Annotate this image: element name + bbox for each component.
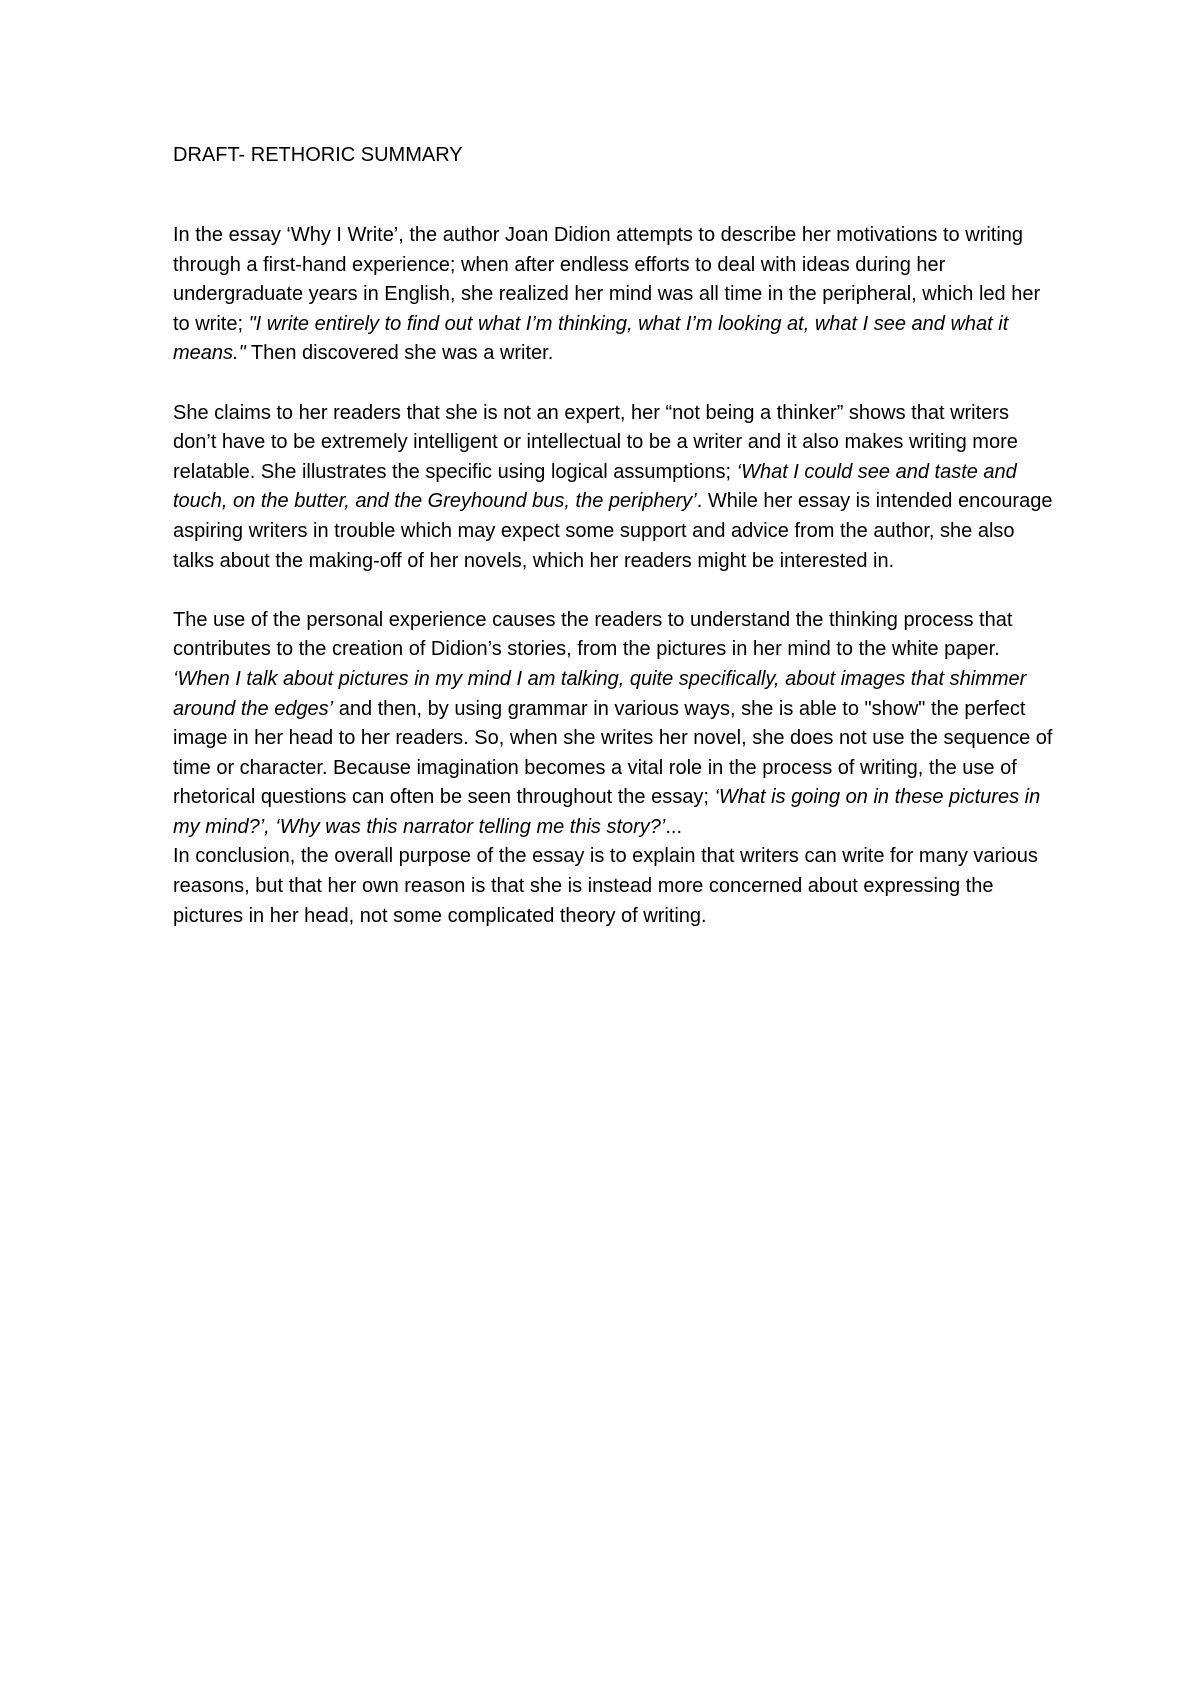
paragraph-text: and then, by using grammar in various ways, she is able to "show" the perfect image in her head to her readers. So, when she writes her novel, she does not use the sequence of time or character. Because imagination becomes a vital role in the process of writing, the use of rhetorical questions can often be seen throughout the essay; bbox=[173, 697, 1053, 809]
paragraph-personal-experience bbox=[173, 606, 1053, 843]
quotation: ‘When I talk about pictures in my mind I am talking, quite specifically, about images that shimmer around the edges’ bbox=[173, 667, 1027, 720]
paragraph-claims bbox=[173, 399, 1053, 577]
quotation: ‘What is going on in these pictures in my mind?’, ‘Why was this narrator telling me this story?’ bbox=[173, 786, 1041, 838]
quotation: "I write entirely to find out what I’m thinking, what I’m looking at, what I see and what it means." bbox=[173, 312, 1009, 365]
document-body bbox=[173, 140, 1053, 961]
paragraph-text: ... bbox=[665, 815, 683, 838]
quotation: ‘What I could see and taste and touch, on the butter, and the Greyhound bus, the periphery’ bbox=[173, 460, 1017, 513]
paragraph-text: She claims to her readers that she is not an expert, her “not being a thinker” shows that writers don’t have to be extremely intelligent or intellectual to be a writer and it also makes writing more relatable. She illustrates the specific using logical assumptions; bbox=[173, 401, 1018, 483]
paragraph-text: In the essay ‘Why I Write’, the author Joan Didion attempts to describe her motivations to writing through a first-hand experience; when after endless efforts to deal with ideas during her undergraduate years in English, she realized her mind was all time in the peripheral, which led her to write; bbox=[173, 224, 1041, 335]
paragraph-text: The use of the personal experience causes the readers to understand the thinking process that contributes to the creation of Didion’s stories, from the pictures in her mind to the white paper. bbox=[173, 608, 1013, 661]
paragraph-text: . While her essay is intended encourage aspiring writers in trouble which may expect some support and advice from the author, she also talks about the making-off of her novels, which her readers might be interested in. bbox=[173, 490, 1053, 572]
paragraph-text: In conclusion, the overall purpose of the essay is to explain that writers can write for many various reasons, but that her own reason is that she is instead more concerned about expressing the pictures in her head, not some complicated theory of writing. bbox=[173, 845, 1038, 927]
paragraph-intro bbox=[173, 221, 1053, 369]
document-title: DRAFT- RETHORIC SUMMARY bbox=[173, 144, 463, 166]
paragraph-text: Then discovered she was a writer. bbox=[245, 342, 554, 365]
paragraph-conclusion bbox=[173, 842, 1053, 931]
